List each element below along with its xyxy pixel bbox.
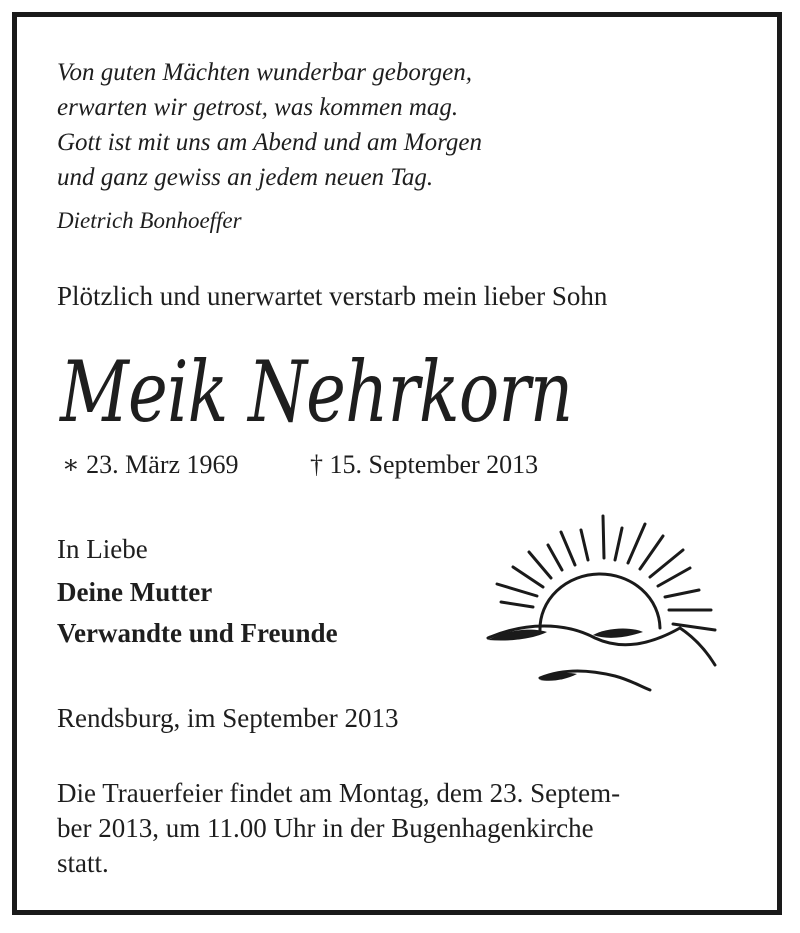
birth-date: ∗ 23. März 1969 [62, 450, 239, 479]
funeral-line-1: Die Trauerfeier findet am Montag, dem 23. Septem- [57, 778, 621, 808]
sunset-over-hills-icon [485, 510, 720, 695]
quote-line-3: Gott ist mit uns am Abend und am Morgen [57, 129, 482, 156]
mourner-relatives: Verwandte und Freunde [57, 618, 338, 648]
mourner-mother: Deine Mutter [57, 577, 213, 607]
quote-author: Dietrich Bonhoeffer [57, 208, 242, 233]
deceased-name: Meik Nehrkorn [60, 343, 573, 441]
quote-line-4: und ganz gewiss an jedem neuen Tag. [57, 164, 434, 191]
intro-text: Plötzlich und unerwartet verstarb mein lieber Sohn [57, 281, 608, 311]
salutation: In Liebe [57, 534, 148, 564]
funeral-line-3: statt. [57, 848, 109, 878]
death-date: † 15. September 2013 [310, 450, 539, 479]
place-date: Rendsburg, im September 2013 [57, 703, 399, 733]
quote-line-1: Von guten Mächten wunderbar geborgen, [57, 59, 472, 86]
funeral-line-2: ber 2013, um 11.00 Uhr in der Bugenhagenkirche [57, 813, 594, 843]
quote-line-2: erwarten wir getrost, was kommen mag. [57, 94, 459, 121]
